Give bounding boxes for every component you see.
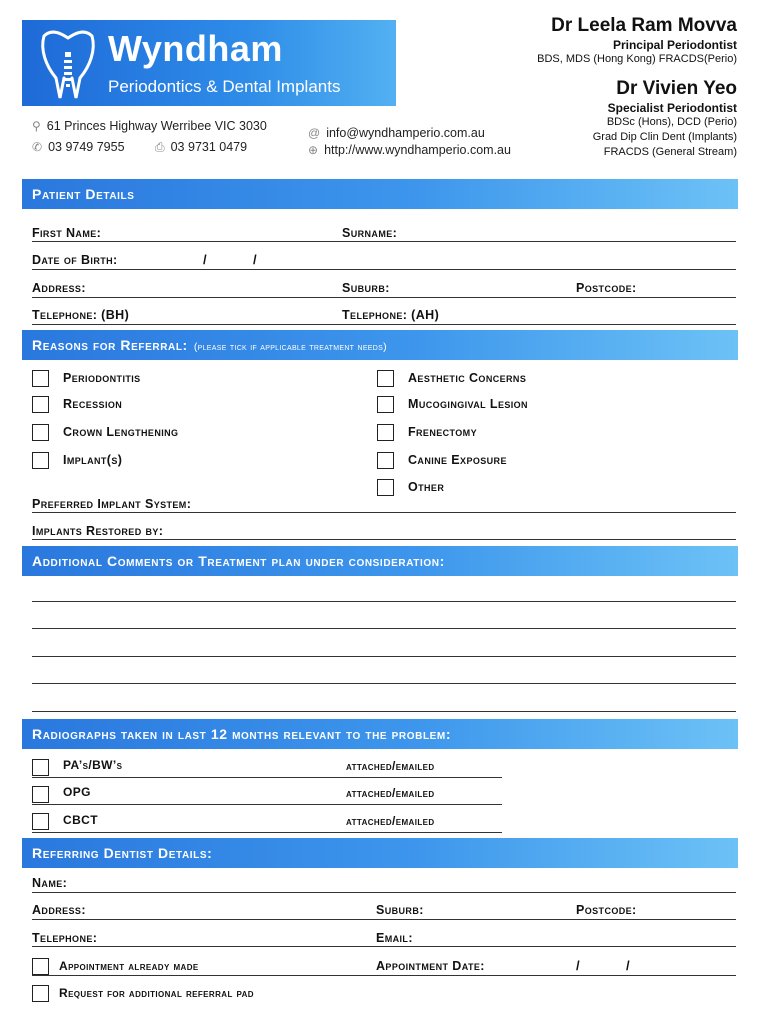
comments-line-3[interactable] [32,656,736,657]
frenectomy-checkbox[interactable] [377,424,394,441]
telephone-bh-label: Telephone: (BH) [32,308,130,322]
practice-phone [32,140,125,154]
appt-date-slash-2: / [626,958,630,973]
reasons-title: Reasons for Referral: [32,337,188,353]
implants-restored-label: Implants Restored by: [32,524,164,538]
dentist-name-field[interactable] [32,892,736,893]
telephone-ah-label: Telephone: (AH) [342,308,440,322]
patient-details-header [22,179,738,209]
pa-bw-label: PA’s/BW’s [63,758,123,772]
request-pad-checkbox[interactable] [32,985,49,1002]
mucogingival-lesion-checkbox[interactable] [377,396,394,413]
address-text: 61 Princes Highway Werribee VIC 3030 [46,119,267,133]
dentist-header [22,838,738,868]
crown-lengthening-label: Crown Lengthening [63,425,179,439]
appointment-date-label: Appointment Date: [376,959,485,973]
practice-fax [155,140,247,155]
phone-text: 03 9749 7955 [48,140,125,154]
cbct-checkbox[interactable] [32,813,49,830]
patient-details-title: Patient Details [32,186,135,202]
fax-text: 03 9731 0479 [170,140,248,154]
other-checkbox[interactable] [377,479,394,496]
first-name-field[interactable] [32,241,736,242]
practice-tagline: Periodontics & Dental Implants [108,77,341,96]
practice-email [308,126,485,140]
opg-checkbox[interactable] [32,786,49,803]
dentist-suburb-label: Suburb: [376,903,424,917]
comments-line-4[interactable] [32,683,736,684]
canine-exposure-checkbox[interactable] [377,452,394,469]
website-link[interactable]: http://www.wyndhamperio.com.au [324,143,511,157]
reasons-subtitle: (please tick if applicable treatment needs) [193,341,387,353]
recession-checkbox[interactable] [32,396,49,413]
pa-bw-checkbox[interactable] [32,759,49,776]
periodontitis-checkbox[interactable] [32,370,49,387]
doctor2-title: Specialist Periodontist [607,101,737,115]
reasons-header [22,330,738,360]
phone-icon: ✆ [32,140,43,154]
aesthetic-concerns-checkbox[interactable] [377,370,394,387]
dentist-address-label: Address: [32,903,86,917]
doctor2-qual-1: BDSc (Hons), DCD (Perio) [606,116,737,128]
dentist-email-label: Email: [376,931,413,945]
canine-exposure-label: Canine Exposure [408,453,507,467]
fax-icon: ⎙ [155,140,165,154]
doctor2-qual-2: Grad Dip Clin Dent (Implants) [592,131,737,143]
appointment-made-checkbox[interactable] [32,958,49,975]
crown-lengthening-checkbox[interactable] [32,424,49,441]
first-name-label: First Name: [32,226,102,240]
comments-line-1[interactable] [32,601,736,602]
opg-label: OPG [63,785,91,799]
email-text[interactable]: info@wyndhamperio.com.au [326,126,485,140]
doctor2-name: Dr Vivien Yeo [616,78,737,99]
comments-line-5[interactable] [32,711,736,712]
doctor1-title: Principal Periodontist [612,38,737,52]
aesthetic-concerns-label: Aesthetic Concerns [408,371,527,385]
pa-bw-line [32,777,502,778]
pa-bw-status: attached/emailed [346,759,435,773]
preferred-implant-field[interactable] [32,512,736,513]
doctor1-qualifications: BDS, MDS (Hong Kong) FRACDS(Perio) [537,53,737,65]
implants-checkbox[interactable] [32,452,49,469]
patient-address-label: Address: [32,281,86,295]
dentist-postcode-label: Postcode: [576,903,637,917]
telephone-field[interactable] [32,324,736,325]
recession-label: Recession [63,397,123,411]
other-label: Other [408,480,445,494]
dentist-title: Referring Dentist Details: [32,845,213,861]
comments-title: Additional Comments or Treatment plan under consideration: [32,553,445,569]
appointment-line[interactable] [32,975,736,976]
practice-address [32,119,267,133]
patient-suburb-label: Suburb: [342,281,390,295]
opg-status: attached/emailed [346,786,435,800]
at-icon: @ [308,126,321,140]
patient-postcode-label: Postcode: [576,281,637,295]
preferred-implant-label: Preferred Implant System: [32,497,192,511]
practice-website [308,143,511,157]
implants-restored-field[interactable] [32,539,736,540]
request-pad-label: Request for additional referral pad [59,986,254,1000]
opg-line [32,804,502,805]
dob-label: Date of Birth: [32,253,118,267]
comments-line-2[interactable] [32,628,736,629]
dob-field[interactable] [32,269,736,270]
location-pin-icon: ⚲ [32,119,41,133]
radiographs-header [22,719,738,749]
dob-slash-2: / [253,252,257,267]
appt-date-slash-1: / [576,958,580,973]
periodontitis-label: Periodontitis [63,371,141,385]
surname-label: Surname: [342,226,398,240]
practice-logo [22,20,396,106]
practice-name: Wyndham [108,28,283,69]
cbct-line [32,832,502,833]
implants-label: Implant(s) [63,453,123,467]
doctor1-name: Dr Leela Ram Movva [551,15,737,36]
radiographs-title: Radiographs taken in last 12 months relevant to the problem: [32,726,452,742]
frenectomy-label: Frenectomy [408,425,477,439]
doctor2-qual-3: FRACDS (General Stream) [603,146,737,158]
dentist-name-label: Name: [32,876,68,890]
cbct-status: attached/emailed [346,814,435,828]
cbct-label: CBCT [63,813,98,827]
globe-icon: ⊕ [308,143,319,157]
mucogingival-lesion-label: Mucogingival Lesion [408,397,528,411]
dentist-address-field[interactable] [32,919,736,920]
dentist-telephone-label: Telephone: [32,931,98,945]
patient-address-field[interactable] [32,297,736,298]
comments-header [22,546,738,576]
dob-slash-1: / [203,252,207,267]
appointment-made-label: Appointment already made [59,959,199,973]
dentist-telephone-field[interactable] [32,946,736,947]
tooth-implant-icon [36,26,100,102]
